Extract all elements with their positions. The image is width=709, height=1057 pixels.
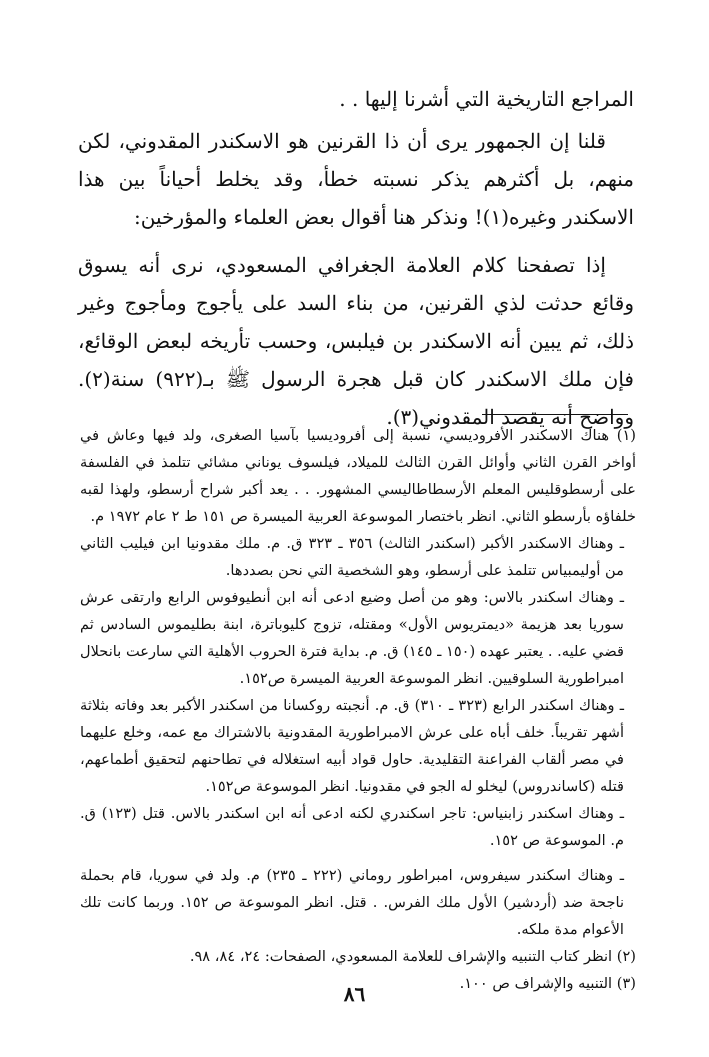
footnote-1-b: ـ وهناك الاسكندر الأكبر (اسكندر الثالث) ٣٥٦ ـ ٣٢٣ ق. م. ملك مقدونيا ابن فيليب الثاني من أوليمبياس تتلمذ على أرسطو، وهو الشخصية التي نحن بصددها. bbox=[80, 535, 625, 579]
page-number: ٨٦ bbox=[343, 982, 366, 1006]
intro-line: المراجع التاريخية التي أشرنا إليها . . bbox=[339, 87, 634, 111]
footnote-1-e: ـ وهناك اسكندر زابنياس: تاجر اسكندري لكنه ادعى أنه ابن اسكندر بالاس. قتل (١٢٣) ق. م. الموسوعة ص ١٥٢. bbox=[80, 805, 624, 849]
footnote-2: (٢) انظر كتاب التنبيه والإشراف للعلامة المسعودي، الصفحات: ٢٤، ٨٤، ٩٨. bbox=[189, 948, 636, 965]
footnote-1-d: ـ وهناك اسكندر الرابع (٣٢٣ ـ ٣١٠) ق. م. أنجبته روكسانا من اسكندر الأكبر بعد وفاته بثلاثة أشهر تقريباً. خلف أباه على عرش الامبراطورية المقدونية بالاشتراك مع عمه، وخلع عليهما في مصر ألقاب الفراعنة التقليدية. حاول قواد أبيه استغلاله في تطاحنهم لتحقيق أطماعهم، قتله (كاساندروس) ليخلو له الجو في مقدونيا. انظر الموسوعة ص١٥٢. bbox=[80, 697, 624, 795]
footnote-1-c: ـ وهناك اسكندر بالاس: وهو من أصل وضيع ادعى أنه ابن أنطيوفوس الرابع وارتقى عرش سوريا بعد هزيمة «ديمتريوس الأول» ومقتله، تزوج كليوباترة، ابنة بطليموس السادس ثم قضي عليه. . يعتبر عهده (١٥٠ ـ ١٤٥) ق. م. بداية فترة الحروب الأهلية التي سارعت بانحلال امبراطورية السلوقيين. انظر الموسوعة العربية الميسرة ص١٥٢. bbox=[80, 589, 624, 687]
paragraph-1: قلنا إن الجمهور يرى أن ذا القرنين هو الاسكندر المقدوني، لكن منهم، بل أكثرهم يذكر نسبته خطأ، وقد يخلط أحياناً بين هذا الاسكندر وغيره(١)! ونذكر هنا أقوال بعض العلماء والمؤرخين: bbox=[78, 129, 634, 229]
footnote-1-f: ـ وهناك اسكندر سيفروس، امبراطور روماني (٢٢٢ ـ ٢٣٥) م. ولد في سوريا، قام بحملة ناجحة ضد (أردشير) الأول ملك الفرس. . قتل. انظر الموسوعة ص ١٥٢. وربما كانت تلك الأعوام مدة ملكه. bbox=[80, 867, 624, 938]
main-text bbox=[78, 80, 634, 436]
footnote-1: (١) هناك الاسكندر الأفروديسي، نسبة إلى أفروديسيا بآسيا الصغرى، ولد فيها وعاش في أواخر القرن الثاني وأوائل القرن الثالث للميلاد، فيلسوف يوناني مشائي تتلمذ في الفلسفة على أرسطوقليس المعلم الأرسطاطاليسي المشهور. . . يعد أكبر شراح أرسطو، ولهذا لقبه خلفاؤه بأرسطو الثاني. انظر باختصار الموسوعة العربية الميسرة ص ١٥١ ط ٢ عام ١٩٧٢ م. bbox=[80, 427, 636, 525]
footnote-separator bbox=[482, 414, 628, 415]
paragraph-2: إذا تصفحنا كلام العلامة الجغرافي المسعودي، نرى أنه يسوق وقائع حدثت لذي القرنين، من بناء السد على يأجوج ومأجوج وغير ذلك، ثم يبين أنه الاسكندر بن فيلبس، وحسب تأريخه لبعض الوقائع، فإن ملك الاسكندر كان قبل هجرة الرسول ﷺ بـ(٩٢٢) سنة(٢). وواضح أنه يقصد المقدوني(٣). bbox=[78, 253, 634, 429]
footnotes bbox=[80, 422, 636, 997]
footnote-3: (٣) التنبيه والإشراف ص ١٠٠. bbox=[459, 975, 636, 992]
